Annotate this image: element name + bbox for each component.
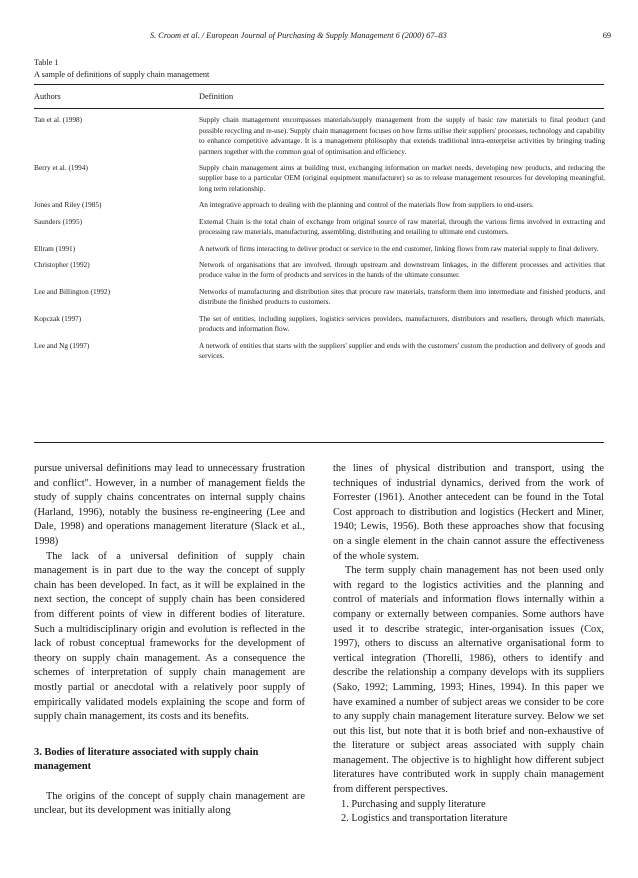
table-row [34,163,604,195]
section-heading: 3. Bodies of literature associated with supply chain management [34,746,259,773]
table-row [34,217,604,238]
table-row [34,341,604,362]
list-item: 2. Logistics and transportation literature [341,813,508,825]
row-definition: A network of entities that starts with the suppliers' supplier and ends with the customers' custom the production and delivery of goods and services. [199,340,605,361]
literature-list [333,798,604,827]
row-author: Christopher (1992) [34,259,90,269]
paragraph: The term supply chain management has not been used only with regard to the logistics activities and the planning and control of materials and information flows internally within a company or externally between companies. Some authors have used it to describe strategic, inter-organisation issues (Cox, 1997), others to discuss an alternative organisational form to vertical integration (Thorelli, 1986), others to identify and describe the relationship a company develops with its suppliers (Sako, 1992; Lamming, 1993; Hines, 1994). In this paper we have examined a number of subject areas we consider to be core to any supply chain management literature survey. Below we set out this list, but note that it is both brief and non-exhaustive of the literature or subject areas associated with supply chain management. The objective is to highlight how different subject literatures have contributed work in supply chain management from different perspectives. [333,565,604,796]
right-column [333,462,604,827]
table-row [34,314,604,335]
paragraph: The origins of the concept of supply chain management are unclear, but its development was initially along [34,790,305,817]
row-author: Tan et al. (1998) [34,115,83,124]
table-header-rule [34,108,604,109]
paragraph: The lack of a universal definition of supply chain management is in part due to the way the concept of supply chain has been developed. In fact, as it will be explained in the next section, the concept of supply chain has been considered from different points of view in different bodies of literature. Such a multidisciplinary origin and evolution is reflected in the lack of robust conceptual frameworks for the development of theory on supply chain management. As a consequence the schemes of interpretation of supply chain management are mostly partial or anecdotal with a relatively poor supply of empirically validated models explaining the scope and form of supply chain management, its costs and its benefits. [34,550,305,723]
page-number: 69 [602,31,611,40]
table-row [34,200,604,211]
table-caption [34,57,209,81]
table-row [34,115,604,157]
table-top-rule [34,84,604,85]
left-column [34,462,305,819]
row-definition: A network of firms interacting to deliver product or service to the end customer, linking flows from raw material supply to final delivery. [199,243,599,253]
row-definition: The set of entities, including suppliers, logistics services providers, manufacturers, distributors and resellers, through which materials, products and information flow. [199,313,605,334]
table-label: Table 1 [34,58,59,67]
row-author: Saunders (1995) [34,216,83,226]
row-author: Lee and Billington (1992) [34,286,110,296]
row-definition: An integrative approach to dealing with the planning and control of the materials flow from suppliers to end-users. [199,200,534,210]
table-bottom-rule [34,442,604,443]
list-item: 1. Purchasing and supply literature [341,798,486,810]
column-header-definition: Definition [199,92,234,101]
running-title: S. Croom et al. / European Journal of Purchasing & Supply Management 6 (2000) 67–83 [150,31,447,40]
row-author: Berry et al. (1994) [34,162,88,172]
row-definition: External Chain is the total chain of exchange from original source of raw material, through the various firms involved in extracting and processing raw materials, manufacturing, assembling, distributing and retailing to ultimate end customers. [199,216,605,237]
table-body [34,115,604,368]
table-row [34,260,604,281]
row-definition: Network of organisations that are involved, through upstream and downstream linkages, in the different processes and activities that produce value in the form of products and services in the hands of the ultimate consumer. [199,259,605,280]
paragraph: the lines of physical distribution and transport, using the techniques of industrial dynamics, derived from the work of Forrester (1961). Another antecedent can be found in the Total Cost approach to distribution and logistics (Heckert and Miner, 1940; Lewis, 1956). Both these approaches show that focusing on a single element in the chain cannot assure the effectiveness of the whole system. [333,463,604,562]
row-definition: Networks of manufacturing and distribution sites that procure raw materials, transform them into intermediate and finished products, and distribute the finished products to customers. [199,286,605,307]
column-header-authors: Authors [34,92,61,101]
row-author: Jones and Riley (1985) [34,200,102,210]
row-definition: Supply chain management aims at building trust, exchanging information on market needs, developing new products, and reducing the supplier base to a particular OEM (original equipment manufacturer) so as to release management resources for developing meaningful, long term relationship. [199,162,605,193]
table-title: A sample of definitions of supply chain management [34,70,210,79]
table-row [34,287,604,308]
row-author: Kopczak (1997) [34,313,82,323]
row-author: Lee and Ng (1997) [34,340,90,350]
row-definition: Supply chain management encompasses materials/supply management from the supply of basic raw materials to final product (and possible recycling and re-use). Supply chain management focuses on how firms utilise their suppliers' processes, technology and capability to enhance competitive advantage. It is a management philosophy that extends traditional intra-enterprise activities by bringing trading partners together with the common goal of optimisation and efficiency. [199,115,605,156]
paragraph: pursue universal definitions may lead to unnecessary frustration and conflict". However, in a number of management fields the study of supply chains concentrates on internal supply chains (Harland, 1996), notably the business re-engineering (Lee and Dale, 1998) and operations management literature (Slack et al., 1998) [34,463,305,547]
table-row [34,244,604,255]
row-author: Ellram (1991) [34,243,76,253]
